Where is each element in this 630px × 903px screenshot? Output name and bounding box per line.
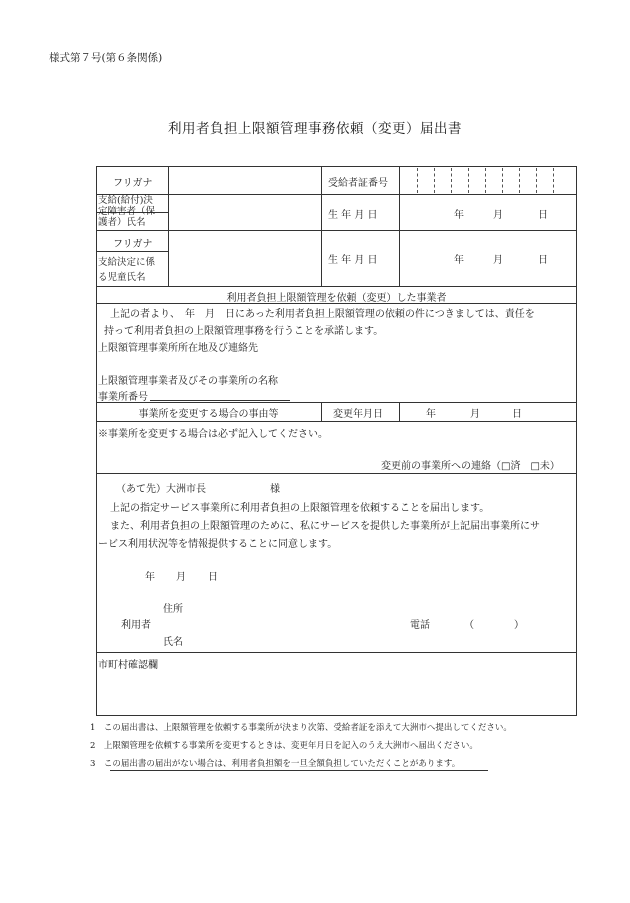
office-number-underline	[150, 400, 290, 401]
note-1: 1 この届出書は、上限額管理を依頼する事業所が決まり次第、受給者証を添えて大洲市へ提出してください。	[90, 723, 512, 733]
recipient-number-label: 受給者証番号	[328, 178, 388, 189]
consent-text: 上記の者より、 年 月 日にあった利用者負担上限額管理の依頼の件につきましては、責任を 持って利用者負担の上限額管理事務を行うことを承諾します。	[104, 309, 535, 337]
digit-divider	[553, 168, 554, 193]
dob-year: 年	[454, 255, 464, 266]
honorific: 様	[270, 484, 280, 495]
declaration-text: 上記の指定サービス事業所に利用者負担の上限額管理を依頼することを届出します。 また、利用者負担の上限額管理のために、私にサービスを提供した事業所が上記届出事業所にサ ービス利用状況等を情報提供することに同意します。	[98, 503, 540, 550]
reason-note: ※事業所を変更する場合は必ず記入してください。	[98, 429, 328, 440]
address-label: 上限額管理事業所所在地及び連絡先	[98, 343, 258, 354]
change-month: 月	[470, 409, 480, 420]
digit-divider	[451, 168, 452, 193]
name-word: 氏名	[163, 637, 183, 648]
digit-divider	[417, 168, 418, 193]
phone-paren-close: ）	[514, 620, 524, 631]
row-divider	[96, 652, 577, 653]
phone-paren-open: （	[464, 620, 474, 631]
row-divider	[96, 402, 577, 403]
change-year: 年	[426, 409, 436, 420]
sign-month: 月	[176, 572, 186, 583]
address-word: 住所	[163, 604, 183, 615]
office-name-label: 上限額管理事業者及びその事業所の名称	[98, 376, 278, 387]
dob-label: 生 年 月 日	[328, 255, 378, 266]
addressee: （あて先）大洲市長	[116, 484, 206, 495]
dob-day: 日	[538, 255, 548, 266]
digit-divider	[434, 168, 435, 193]
note-3-underline	[110, 770, 488, 771]
section-header: 利用者負担上限額管理を依頼（変更）した事業者	[226, 293, 447, 304]
row-divider	[96, 473, 577, 474]
user-word: 利用者	[121, 620, 151, 631]
phone-label: 電話	[410, 620, 430, 631]
sign-year: 年	[145, 572, 155, 583]
col-divider	[168, 166, 169, 286]
change-date-label: 変更年月日	[333, 409, 383, 420]
note-3: 3 この届出書の届出がない場合は、利用者負担額を一旦全額負担していただくことがあります。	[90, 759, 461, 769]
office-number-label: 事業所番号	[98, 392, 148, 403]
dob-year: 年	[454, 210, 464, 221]
digit-divider	[536, 168, 537, 193]
contact-note: 変更前の事業所への連絡（□済 □未）	[381, 461, 560, 472]
note-2: 2 上限額管理を依頼する事業所を変更するときは、変更年月日を記入のうえ大洲市へ届出ください。	[90, 741, 478, 751]
row-divider	[96, 251, 168, 252]
page-title: 利用者負担上限額管理事務依頼（変更）届出書	[168, 121, 462, 137]
furigana-label: フリガナ	[113, 178, 153, 189]
col-divider	[321, 402, 322, 421]
child-name-label: 支給決定に係 る児童氏名	[98, 257, 156, 283]
col-divider	[399, 166, 400, 286]
digit-divider	[519, 168, 520, 193]
guardian-name-label: 支給(給付)決 定障害者（保 護者）氏名	[98, 195, 156, 228]
dob-month: 月	[493, 255, 503, 266]
digit-divider	[485, 168, 486, 193]
dob-day: 日	[538, 210, 548, 221]
dob-month: 月	[493, 210, 503, 221]
city-confirmation-label: 市町村確認欄	[98, 660, 158, 671]
form-number: 様式第７号(第６条関係)	[49, 52, 163, 64]
furigana-label: フリガナ	[113, 239, 153, 250]
col-divider	[321, 166, 322, 286]
row-divider	[96, 421, 577, 422]
row-divider	[96, 286, 577, 287]
reason-label: 事業所を変更する場合の事由等	[138, 409, 279, 420]
col-divider	[399, 402, 400, 421]
change-day: 日	[512, 409, 522, 420]
sign-day: 日	[208, 572, 218, 583]
digit-divider	[502, 168, 503, 193]
dob-label: 生 年 月 日	[328, 210, 378, 221]
digit-divider	[468, 168, 469, 193]
